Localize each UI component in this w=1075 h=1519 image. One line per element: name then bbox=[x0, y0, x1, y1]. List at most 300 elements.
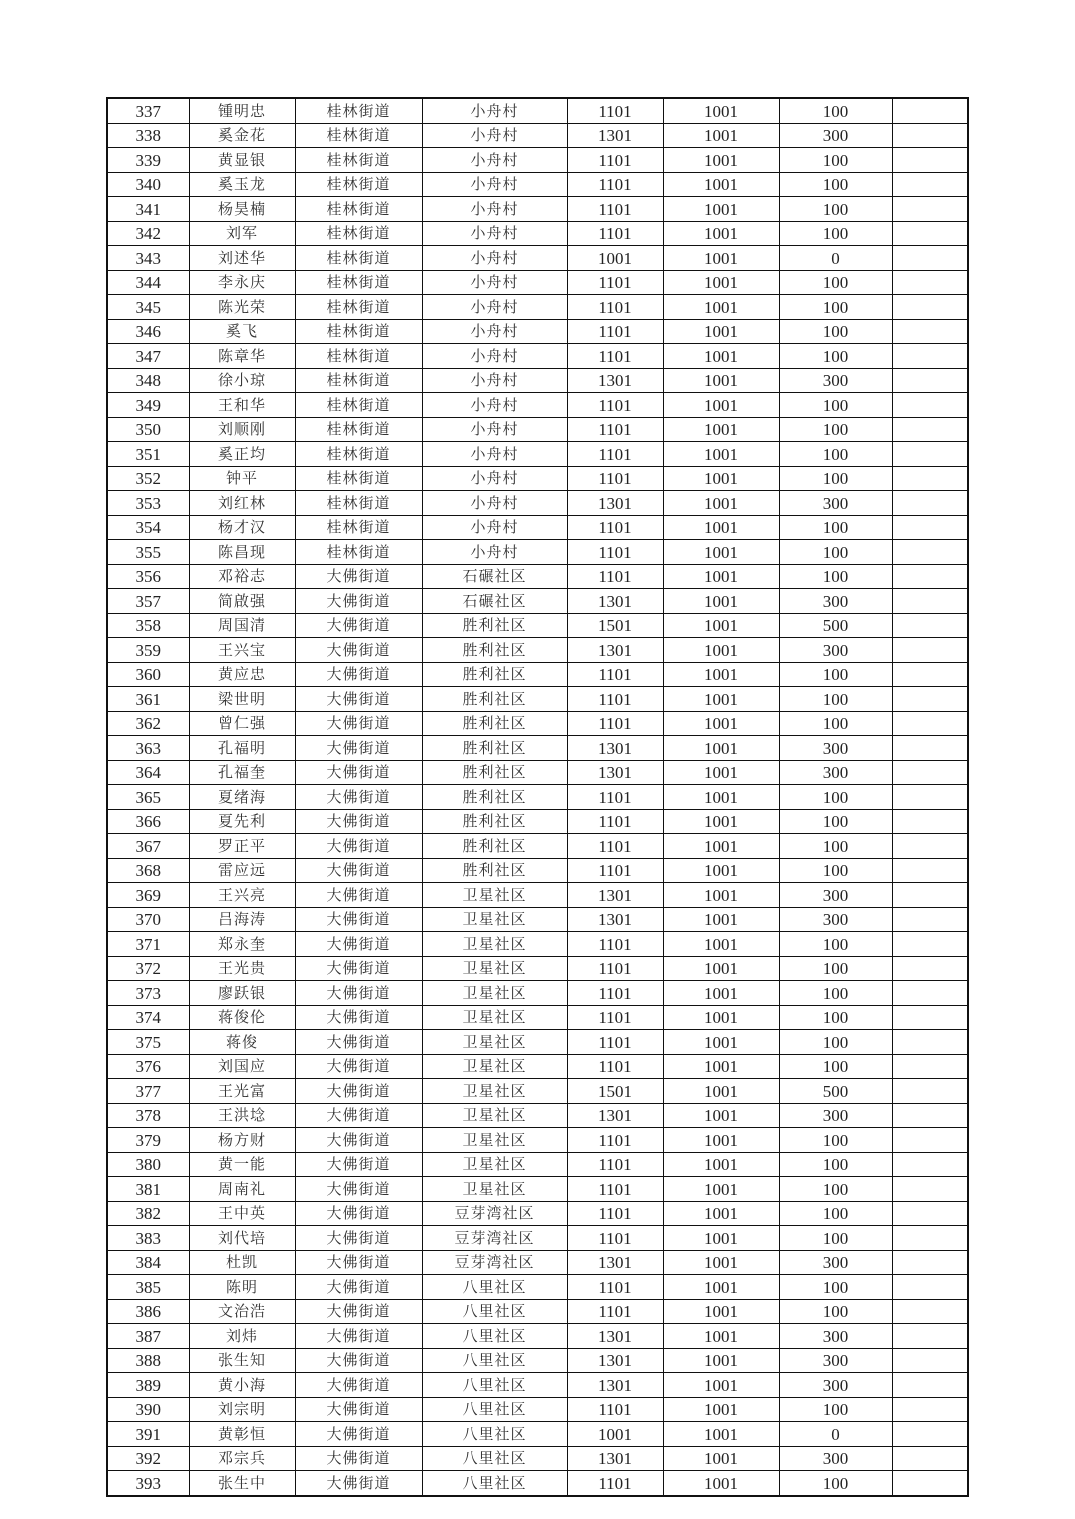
table-row bbox=[107, 295, 968, 320]
name-cell: 徐小琼 bbox=[189, 368, 295, 393]
table-row bbox=[107, 760, 968, 785]
remarks-cell bbox=[892, 221, 968, 246]
code-b-cell: 1001 bbox=[663, 809, 779, 834]
table-row bbox=[107, 1446, 968, 1471]
code-a-cell: 1101 bbox=[567, 1397, 663, 1422]
row-number-cell: 379 bbox=[107, 1128, 189, 1153]
subdistrict-cell: 大佛街道 bbox=[295, 1079, 422, 1104]
row-number-cell: 364 bbox=[107, 760, 189, 785]
row-number-cell: 390 bbox=[107, 1397, 189, 1422]
subdistrict-cell: 桂林街道 bbox=[295, 344, 422, 369]
table-row bbox=[107, 1201, 968, 1226]
community-cell: 小舟村 bbox=[422, 515, 567, 540]
code-a-cell: 1101 bbox=[567, 417, 663, 442]
code-b-cell: 1001 bbox=[663, 221, 779, 246]
code-b-cell: 1001 bbox=[663, 1152, 779, 1177]
community-cell: 小舟村 bbox=[422, 368, 567, 393]
community-cell: 卫星社区 bbox=[422, 1152, 567, 1177]
name-cell: 周国清 bbox=[189, 613, 295, 638]
subdistrict-cell: 桂林街道 bbox=[295, 540, 422, 565]
code-a-cell: 1101 bbox=[567, 1152, 663, 1177]
subdistrict-cell: 桂林街道 bbox=[295, 246, 422, 271]
subdistrict-cell: 大佛街道 bbox=[295, 981, 422, 1006]
subdistrict-cell: 大佛街道 bbox=[295, 785, 422, 810]
code-b-cell: 1001 bbox=[663, 907, 779, 932]
table-row bbox=[107, 883, 968, 908]
remarks-cell bbox=[892, 515, 968, 540]
subdistrict-cell: 大佛街道 bbox=[295, 589, 422, 614]
code-a-cell: 1101 bbox=[567, 1005, 663, 1030]
row-number-cell: 337 bbox=[107, 98, 189, 123]
subdistrict-cell: 桂林街道 bbox=[295, 491, 422, 516]
code-b-cell: 1001 bbox=[663, 540, 779, 565]
amount-cell: 300 bbox=[779, 1373, 892, 1398]
community-cell: 胜利社区 bbox=[422, 662, 567, 687]
row-number-cell: 354 bbox=[107, 515, 189, 540]
name-cell: 奚金花 bbox=[189, 123, 295, 148]
remarks-cell bbox=[892, 613, 968, 638]
name-cell: 杨方财 bbox=[189, 1128, 295, 1153]
name-cell: 黄一能 bbox=[189, 1152, 295, 1177]
row-number-cell: 350 bbox=[107, 417, 189, 442]
code-b-cell: 1001 bbox=[663, 368, 779, 393]
community-cell: 小舟村 bbox=[422, 197, 567, 222]
row-number-cell: 381 bbox=[107, 1177, 189, 1202]
code-a-cell: 1301 bbox=[567, 1250, 663, 1275]
name-cell: 陈明 bbox=[189, 1275, 295, 1300]
community-cell: 小舟村 bbox=[422, 466, 567, 491]
subdistrict-cell: 大佛街道 bbox=[295, 834, 422, 859]
amount-cell: 100 bbox=[779, 834, 892, 859]
name-cell: 奚正均 bbox=[189, 442, 295, 467]
community-cell: 小舟村 bbox=[422, 246, 567, 271]
code-a-cell: 1301 bbox=[567, 907, 663, 932]
code-b-cell: 1001 bbox=[663, 148, 779, 173]
remarks-cell bbox=[892, 809, 968, 834]
subdistrict-cell: 大佛街道 bbox=[295, 956, 422, 981]
code-b-cell: 1001 bbox=[663, 1005, 779, 1030]
remarks-cell bbox=[892, 246, 968, 271]
remarks-cell bbox=[892, 1397, 968, 1422]
row-number-cell: 368 bbox=[107, 858, 189, 883]
amount-cell: 100 bbox=[779, 711, 892, 736]
code-b-cell: 1001 bbox=[663, 638, 779, 663]
amount-cell: 300 bbox=[779, 1348, 892, 1373]
table-row bbox=[107, 515, 968, 540]
subdistrict-cell: 大佛街道 bbox=[295, 1250, 422, 1275]
table-row bbox=[107, 981, 968, 1006]
code-b-cell: 1001 bbox=[663, 442, 779, 467]
table-row bbox=[107, 1275, 968, 1300]
subdistrict-cell: 大佛街道 bbox=[295, 1226, 422, 1251]
row-number-cell: 352 bbox=[107, 466, 189, 491]
community-cell: 卫星社区 bbox=[422, 1103, 567, 1128]
amount-cell: 100 bbox=[779, 295, 892, 320]
table-row bbox=[107, 809, 968, 834]
row-number-cell: 347 bbox=[107, 344, 189, 369]
row-number-cell: 378 bbox=[107, 1103, 189, 1128]
row-number-cell: 357 bbox=[107, 589, 189, 614]
remarks-cell bbox=[892, 1005, 968, 1030]
amount-cell: 100 bbox=[779, 1471, 892, 1496]
remarks-cell bbox=[892, 1324, 968, 1349]
community-cell: 八里社区 bbox=[422, 1275, 567, 1300]
table-row bbox=[107, 221, 968, 246]
table-row bbox=[107, 368, 968, 393]
row-number-cell: 348 bbox=[107, 368, 189, 393]
community-cell: 卫星社区 bbox=[422, 883, 567, 908]
table-row bbox=[107, 393, 968, 418]
row-number-cell: 346 bbox=[107, 319, 189, 344]
community-cell: 卫星社区 bbox=[422, 1177, 567, 1202]
amount-cell: 300 bbox=[779, 491, 892, 516]
community-cell: 八里社区 bbox=[422, 1446, 567, 1471]
community-cell: 八里社区 bbox=[422, 1324, 567, 1349]
code-b-cell: 1001 bbox=[663, 1471, 779, 1496]
code-a-cell: 1301 bbox=[567, 1103, 663, 1128]
name-cell: 王中英 bbox=[189, 1201, 295, 1226]
amount-cell: 300 bbox=[779, 907, 892, 932]
amount-cell: 300 bbox=[779, 1103, 892, 1128]
subdistrict-cell: 桂林街道 bbox=[295, 172, 422, 197]
table-row bbox=[107, 1054, 968, 1079]
code-a-cell: 1101 bbox=[567, 540, 663, 565]
code-a-cell: 1101 bbox=[567, 687, 663, 712]
remarks-cell bbox=[892, 932, 968, 957]
row-number-cell: 380 bbox=[107, 1152, 189, 1177]
code-b-cell: 1001 bbox=[663, 613, 779, 638]
table-row bbox=[107, 858, 968, 883]
table-row bbox=[107, 417, 968, 442]
table-row bbox=[107, 1005, 968, 1030]
code-a-cell: 1101 bbox=[567, 662, 663, 687]
row-number-cell: 386 bbox=[107, 1299, 189, 1324]
community-cell: 八里社区 bbox=[422, 1397, 567, 1422]
amount-cell: 300 bbox=[779, 736, 892, 761]
name-cell: 曾仁强 bbox=[189, 711, 295, 736]
amount-cell: 100 bbox=[779, 221, 892, 246]
code-b-cell: 1001 bbox=[663, 270, 779, 295]
row-number-cell: 366 bbox=[107, 809, 189, 834]
name-cell: 蒋俊 bbox=[189, 1030, 295, 1055]
name-cell: 黄彰恒 bbox=[189, 1422, 295, 1447]
code-b-cell: 1001 bbox=[663, 1250, 779, 1275]
name-cell: 吕海涛 bbox=[189, 907, 295, 932]
subdistrict-cell: 大佛街道 bbox=[295, 613, 422, 638]
community-cell: 胜利社区 bbox=[422, 687, 567, 712]
row-number-cell: 351 bbox=[107, 442, 189, 467]
code-a-cell: 1301 bbox=[567, 1446, 663, 1471]
amount-cell: 100 bbox=[779, 442, 892, 467]
amount-cell: 100 bbox=[779, 393, 892, 418]
name-cell: 陈光荣 bbox=[189, 295, 295, 320]
code-b-cell: 1001 bbox=[663, 1128, 779, 1153]
community-cell: 胜利社区 bbox=[422, 736, 567, 761]
code-b-cell: 1001 bbox=[663, 1275, 779, 1300]
amount-cell: 100 bbox=[779, 956, 892, 981]
subdistrict-cell: 大佛街道 bbox=[295, 1201, 422, 1226]
table-row bbox=[107, 246, 968, 271]
remarks-cell bbox=[892, 540, 968, 565]
row-number-cell: 341 bbox=[107, 197, 189, 222]
code-a-cell: 1101 bbox=[567, 172, 663, 197]
code-a-cell: 1101 bbox=[567, 1471, 663, 1496]
remarks-cell bbox=[892, 368, 968, 393]
row-number-cell: 338 bbox=[107, 123, 189, 148]
code-b-cell: 1001 bbox=[663, 956, 779, 981]
subdistrict-cell: 大佛街道 bbox=[295, 736, 422, 761]
community-cell: 卫星社区 bbox=[422, 1054, 567, 1079]
code-b-cell: 1001 bbox=[663, 1348, 779, 1373]
amount-cell: 100 bbox=[779, 1397, 892, 1422]
code-b-cell: 1001 bbox=[663, 417, 779, 442]
remarks-cell bbox=[892, 589, 968, 614]
amount-cell: 300 bbox=[779, 638, 892, 663]
code-a-cell: 1301 bbox=[567, 123, 663, 148]
remarks-cell bbox=[892, 123, 968, 148]
name-cell: 锺明忠 bbox=[189, 98, 295, 123]
amount-cell: 100 bbox=[779, 417, 892, 442]
code-a-cell: 1101 bbox=[567, 1128, 663, 1153]
remarks-cell bbox=[892, 883, 968, 908]
community-cell: 卫星社区 bbox=[422, 1128, 567, 1153]
row-number-cell: 359 bbox=[107, 638, 189, 663]
subdistrict-cell: 大佛街道 bbox=[295, 1397, 422, 1422]
community-cell: 小舟村 bbox=[422, 344, 567, 369]
name-cell: 夏绪海 bbox=[189, 785, 295, 810]
code-a-cell: 1301 bbox=[567, 1373, 663, 1398]
community-cell: 胜利社区 bbox=[422, 711, 567, 736]
code-b-cell: 1001 bbox=[663, 344, 779, 369]
row-number-cell: 355 bbox=[107, 540, 189, 565]
code-a-cell: 1101 bbox=[567, 295, 663, 320]
community-cell: 小舟村 bbox=[422, 295, 567, 320]
remarks-cell bbox=[892, 1030, 968, 1055]
name-cell: 刘炜 bbox=[189, 1324, 295, 1349]
subdistrict-cell: 桂林街道 bbox=[295, 442, 422, 467]
row-number-cell: 370 bbox=[107, 907, 189, 932]
row-number-cell: 372 bbox=[107, 956, 189, 981]
name-cell: 杨才汉 bbox=[189, 515, 295, 540]
name-cell: 蒋俊伦 bbox=[189, 1005, 295, 1030]
code-a-cell: 1101 bbox=[567, 711, 663, 736]
row-number-cell: 349 bbox=[107, 393, 189, 418]
code-b-cell: 1001 bbox=[663, 785, 779, 810]
remarks-cell bbox=[892, 834, 968, 859]
name-cell: 王洪埝 bbox=[189, 1103, 295, 1128]
remarks-cell bbox=[892, 98, 968, 123]
name-cell: 杜凯 bbox=[189, 1250, 295, 1275]
code-a-cell: 1301 bbox=[567, 883, 663, 908]
remarks-cell bbox=[892, 785, 968, 810]
table-row bbox=[107, 123, 968, 148]
table-row bbox=[107, 1422, 968, 1447]
remarks-cell bbox=[892, 907, 968, 932]
subdistrict-cell: 大佛街道 bbox=[295, 687, 422, 712]
table-row bbox=[107, 466, 968, 491]
remarks-cell bbox=[892, 1128, 968, 1153]
table-row bbox=[107, 172, 968, 197]
code-b-cell: 1001 bbox=[663, 662, 779, 687]
code-a-cell: 1101 bbox=[567, 515, 663, 540]
row-number-cell: 344 bbox=[107, 270, 189, 295]
amount-cell: 500 bbox=[779, 613, 892, 638]
name-cell: 刘红林 bbox=[189, 491, 295, 516]
subdistrict-cell: 桂林街道 bbox=[295, 515, 422, 540]
subdistrict-cell: 大佛街道 bbox=[295, 809, 422, 834]
amount-cell: 100 bbox=[779, 1226, 892, 1251]
subdistrict-cell: 大佛街道 bbox=[295, 932, 422, 957]
code-a-cell: 1101 bbox=[567, 1275, 663, 1300]
code-a-cell: 1301 bbox=[567, 1324, 663, 1349]
amount-cell: 100 bbox=[779, 344, 892, 369]
remarks-cell bbox=[892, 466, 968, 491]
amount-cell: 500 bbox=[779, 1079, 892, 1104]
table-row bbox=[107, 148, 968, 173]
amount-cell: 300 bbox=[779, 1324, 892, 1349]
remarks-cell bbox=[892, 491, 968, 516]
name-cell: 奚飞 bbox=[189, 319, 295, 344]
row-number-cell: 361 bbox=[107, 687, 189, 712]
table-row bbox=[107, 589, 968, 614]
code-b-cell: 1001 bbox=[663, 1030, 779, 1055]
subdistrict-cell: 大佛街道 bbox=[295, 662, 422, 687]
community-cell: 豆芽湾社区 bbox=[422, 1226, 567, 1251]
amount-cell: 100 bbox=[779, 319, 892, 344]
remarks-cell bbox=[892, 1446, 968, 1471]
community-cell: 胜利社区 bbox=[422, 858, 567, 883]
name-cell: 郑永奎 bbox=[189, 932, 295, 957]
subdistrict-cell: 大佛街道 bbox=[295, 1005, 422, 1030]
name-cell: 夏先利 bbox=[189, 809, 295, 834]
table-row bbox=[107, 1128, 968, 1153]
name-cell: 钟平 bbox=[189, 466, 295, 491]
remarks-cell bbox=[892, 687, 968, 712]
remarks-cell bbox=[892, 1054, 968, 1079]
code-b-cell: 1001 bbox=[663, 319, 779, 344]
name-cell: 刘宗明 bbox=[189, 1397, 295, 1422]
amount-cell: 0 bbox=[779, 246, 892, 271]
code-a-cell: 1101 bbox=[567, 1030, 663, 1055]
table-row bbox=[107, 1152, 968, 1177]
code-a-cell: 1101 bbox=[567, 1177, 663, 1202]
code-b-cell: 1001 bbox=[663, 1299, 779, 1324]
remarks-cell bbox=[892, 393, 968, 418]
name-cell: 刘军 bbox=[189, 221, 295, 246]
code-b-cell: 1001 bbox=[663, 466, 779, 491]
community-cell: 小舟村 bbox=[422, 98, 567, 123]
code-b-cell: 1001 bbox=[663, 197, 779, 222]
code-b-cell: 1001 bbox=[663, 981, 779, 1006]
community-cell: 八里社区 bbox=[422, 1348, 567, 1373]
amount-cell: 300 bbox=[779, 589, 892, 614]
name-cell: 陈章华 bbox=[189, 344, 295, 369]
community-cell: 小舟村 bbox=[422, 491, 567, 516]
remarks-cell bbox=[892, 956, 968, 981]
name-cell: 孔福奎 bbox=[189, 760, 295, 785]
code-a-cell: 1301 bbox=[567, 638, 663, 663]
community-cell: 小舟村 bbox=[422, 172, 567, 197]
table-row bbox=[107, 197, 968, 222]
row-number-cell: 342 bbox=[107, 221, 189, 246]
subdistrict-cell: 大佛街道 bbox=[295, 1177, 422, 1202]
code-a-cell: 1101 bbox=[567, 344, 663, 369]
remarks-cell bbox=[892, 1275, 968, 1300]
remarks-cell bbox=[892, 1373, 968, 1398]
subdistrict-cell: 桂林街道 bbox=[295, 221, 422, 246]
code-a-cell: 1101 bbox=[567, 564, 663, 589]
subdistrict-cell: 桂林街道 bbox=[295, 98, 422, 123]
community-cell: 小舟村 bbox=[422, 221, 567, 246]
code-b-cell: 1001 bbox=[663, 98, 779, 123]
community-cell: 胜利社区 bbox=[422, 809, 567, 834]
name-cell: 王兴宝 bbox=[189, 638, 295, 663]
name-cell: 李永庆 bbox=[189, 270, 295, 295]
table-body bbox=[107, 98, 968, 1496]
amount-cell: 300 bbox=[779, 883, 892, 908]
subdistrict-cell: 桂林街道 bbox=[295, 319, 422, 344]
code-a-cell: 1301 bbox=[567, 589, 663, 614]
community-cell: 小舟村 bbox=[422, 148, 567, 173]
amount-cell: 100 bbox=[779, 785, 892, 810]
code-b-cell: 1001 bbox=[663, 246, 779, 271]
code-a-cell: 1301 bbox=[567, 491, 663, 516]
amount-cell: 100 bbox=[779, 687, 892, 712]
amount-cell: 100 bbox=[779, 148, 892, 173]
subdistrict-cell: 大佛街道 bbox=[295, 883, 422, 908]
amount-cell: 100 bbox=[779, 981, 892, 1006]
code-b-cell: 1001 bbox=[663, 564, 779, 589]
table-row bbox=[107, 687, 968, 712]
amount-cell: 100 bbox=[779, 1275, 892, 1300]
amount-cell: 100 bbox=[779, 197, 892, 222]
row-number-cell: 373 bbox=[107, 981, 189, 1006]
community-cell: 石碾社区 bbox=[422, 564, 567, 589]
remarks-cell bbox=[892, 564, 968, 589]
code-a-cell: 1101 bbox=[567, 466, 663, 491]
row-number-cell: 371 bbox=[107, 932, 189, 957]
remarks-cell bbox=[892, 1299, 968, 1324]
name-cell: 王光贵 bbox=[189, 956, 295, 981]
code-b-cell: 1001 bbox=[663, 1422, 779, 1447]
table-row bbox=[107, 1397, 968, 1422]
code-a-cell: 1101 bbox=[567, 197, 663, 222]
table-row bbox=[107, 1324, 968, 1349]
amount-cell: 100 bbox=[779, 98, 892, 123]
name-cell: 陈昌现 bbox=[189, 540, 295, 565]
amount-cell: 100 bbox=[779, 515, 892, 540]
row-number-cell: 391 bbox=[107, 1422, 189, 1447]
subdistrict-cell: 大佛街道 bbox=[295, 1422, 422, 1447]
remarks-cell bbox=[892, 662, 968, 687]
code-a-cell: 1101 bbox=[567, 393, 663, 418]
code-b-cell: 1001 bbox=[663, 760, 779, 785]
amount-cell: 100 bbox=[779, 564, 892, 589]
amount-cell: 100 bbox=[779, 1030, 892, 1055]
code-a-cell: 1101 bbox=[567, 270, 663, 295]
table-row bbox=[107, 1177, 968, 1202]
name-cell: 刘代培 bbox=[189, 1226, 295, 1251]
code-b-cell: 1001 bbox=[663, 1079, 779, 1104]
name-cell: 刘顺刚 bbox=[189, 417, 295, 442]
community-cell: 胜利社区 bbox=[422, 760, 567, 785]
code-b-cell: 1001 bbox=[663, 393, 779, 418]
remarks-cell bbox=[892, 1250, 968, 1275]
row-number-cell: 367 bbox=[107, 834, 189, 859]
table-row bbox=[107, 736, 968, 761]
name-cell: 张生中 bbox=[189, 1471, 295, 1496]
amount-cell: 100 bbox=[779, 809, 892, 834]
